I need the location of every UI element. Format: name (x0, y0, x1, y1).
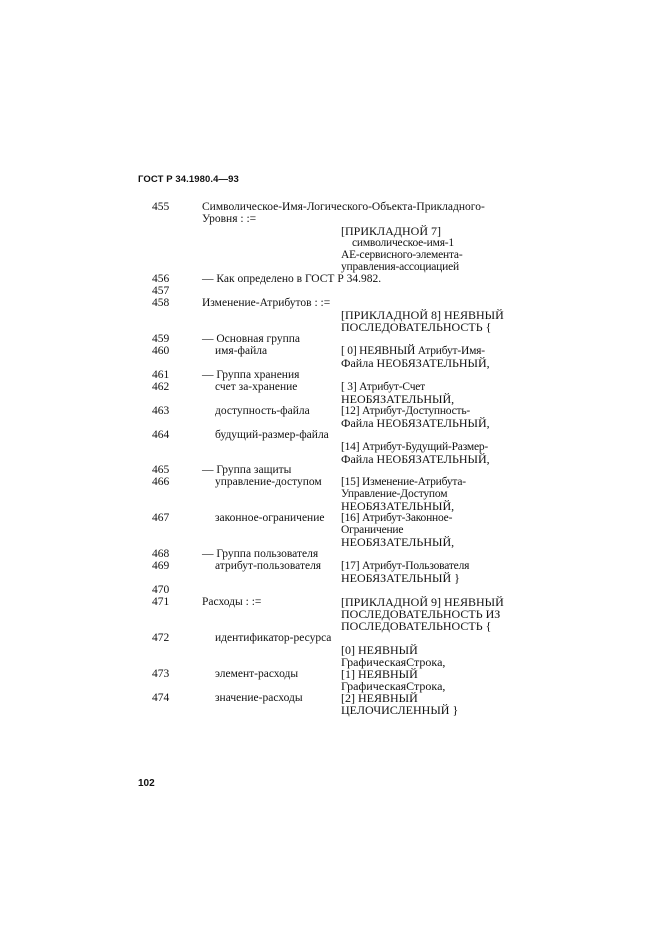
line-number: 462 (152, 381, 170, 393)
field-name: идентификатор-ресурса (215, 632, 332, 644)
type-definition: символическое-имя-1 (352, 237, 454, 249)
group-comment: — Группа пользователя (202, 548, 319, 560)
type-definition: ПОСЛЕДОВАТЕЛЬНОСТЬ { (341, 320, 492, 334)
line-number: 465 (152, 464, 170, 476)
line-number: 470 (152, 584, 170, 596)
definition-name: Уровня : := (202, 213, 257, 225)
type-definition: [ 3] Атрибут-Счет (341, 381, 426, 393)
running-header: ГОСТ Р 34.1980.4—93 (138, 174, 239, 185)
group-comment: — Группа защиты (202, 464, 292, 476)
type-definition: ПОСЛЕДОВАТЕЛЬНОСТЬ { (341, 619, 492, 633)
type-definition: АЕ-сервисного-элемента- (341, 249, 463, 261)
type-definition: ГрафическаяСтрока, (341, 655, 446, 669)
type-definition: ЦЕЛОЧИСЛЕННЫЙ } (341, 703, 459, 717)
type-definition: [ПРИКЛАДНОЙ 8] НЕЯВНЫЙ (341, 308, 504, 322)
type-definition: [16] Атрибут-Законное- (341, 512, 453, 524)
type-definition: ГрафическаяСтрока, (341, 679, 446, 693)
type-definition: Файла НЕОБЯЗАТЕЛЬНЫЙ, (341, 452, 490, 466)
definition-name: Символическое-Имя-Логического-Объекта-Прикладного- (202, 201, 485, 213)
line-number: 458 (152, 297, 170, 309)
line-number: 472 (152, 632, 170, 644)
field-name: управление-доступом (215, 476, 322, 488)
line-number: 474 (152, 692, 170, 704)
line-number: 459 (152, 333, 170, 345)
type-definition: [ 0] НЕЯВНЫЙ Атрибут-Имя- (341, 345, 485, 357)
type-definition: [0] НЕЯВНЫЙ (341, 643, 418, 657)
line-number: 468 (152, 548, 170, 560)
field-name: значение-расходы (215, 692, 303, 704)
line-number: 456 (152, 273, 170, 285)
field-name: элемент-расходы (215, 668, 299, 680)
field-name: счет за-хранение (215, 381, 298, 393)
type-definition: Управление-Доступом (341, 488, 448, 500)
type-definition: [ПРИКЛАДНОЙ 9] НЕЯВНЫЙ (341, 595, 504, 609)
field-name: будущий-размер-файла (215, 429, 329, 441)
field-name: доступность-файла (215, 405, 310, 417)
line-number: 464 (152, 429, 170, 441)
type-definition: НЕОБЯЗАТЕЛЬНЫЙ, (341, 499, 455, 513)
line-number: 473 (152, 668, 170, 680)
group-comment: — Основная группа (202, 333, 301, 345)
type-definition: Файла НЕОБЯЗАТЕЛЬНЫЙ, (341, 356, 490, 370)
type-definition: НЕОБЯЗАТЕЛЬНЫЙ, (341, 392, 455, 406)
type-definition: НЕОБЯЗАТЕЛЬНЫЙ, (341, 535, 455, 549)
type-definition: управления-ассоциацией (341, 261, 459, 273)
line-number: 461 (152, 369, 170, 381)
type-definition: [12] Атрибут-Доступность- (341, 405, 471, 417)
type-definition: НЕОБЯЗАТЕЛЬНЫЙ } (341, 571, 460, 585)
type-definition: [ПРИКЛАДНОЙ 7] (341, 224, 441, 238)
type-definition: Файла НЕОБЯЗАТЕЛЬНЫЙ, (341, 416, 490, 430)
field-name: законное-ограничение (215, 512, 325, 524)
line-number: 466 (152, 476, 170, 488)
definition-name: Расходы : := (202, 596, 262, 608)
line-number: 467 (152, 512, 170, 524)
type-definition: [2] НЕЯВНЫЙ (341, 691, 418, 705)
page-number: 102 (138, 778, 155, 789)
type-definition: [14] Атрибут-Будущий-Размер- (341, 441, 489, 453)
type-definition: Ограничение (341, 524, 404, 536)
field-name: атрибут-пользователя (215, 560, 322, 572)
type-definition: [15] Изменение-Атрибута- (341, 476, 466, 488)
type-definition: ПОСЛЕДОВАТЕЛЬНОСТЬ ИЗ (341, 607, 501, 621)
line-number: 463 (152, 405, 170, 417)
type-definition: [17] Атрибут-Пользователя (341, 560, 470, 572)
line-number: 457 (152, 285, 170, 297)
line-number: 460 (152, 345, 170, 357)
definition-name: Изменение-Атрибутов : := (202, 297, 331, 309)
group-comment: — Группа хранения (202, 369, 300, 381)
line-number: 469 (152, 560, 170, 572)
comment-text: — Как определено в ГОСТ Р 34.982. (202, 273, 382, 285)
line-number: 455 (152, 201, 170, 213)
type-definition: [1] НЕЯВНЫЙ (341, 667, 418, 681)
field-name: имя-файла (215, 345, 268, 357)
line-number: 471 (152, 596, 170, 608)
